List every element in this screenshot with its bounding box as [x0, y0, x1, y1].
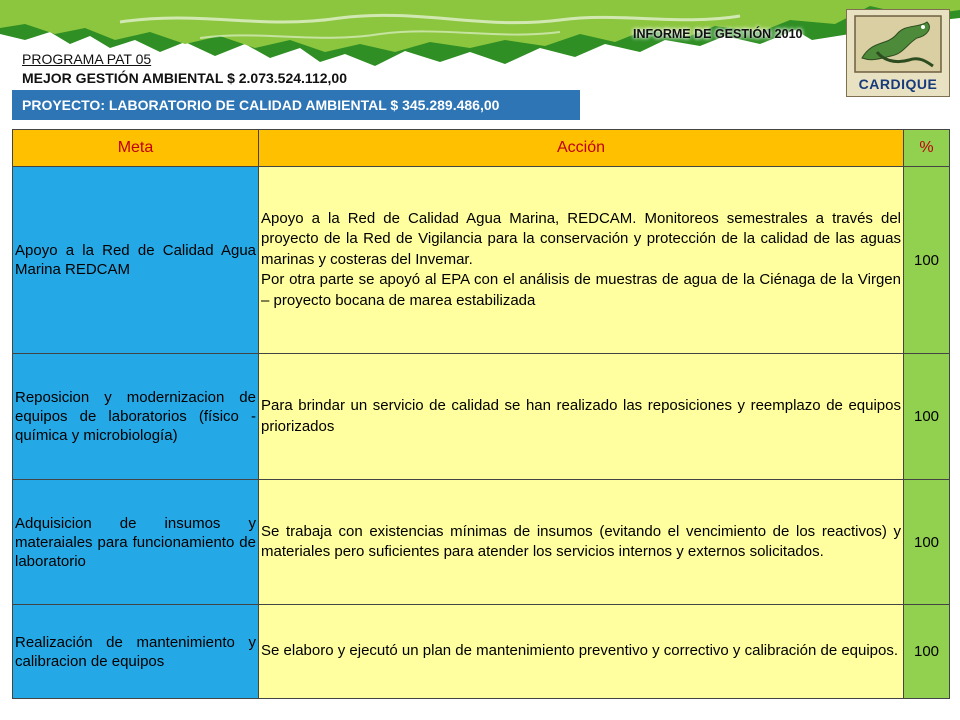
table-header-row	[13, 130, 950, 167]
accion-cell: Para brindar un servicio de calidad se han realizado las reposiciones y reemplazo de equipos priorizados	[259, 354, 904, 480]
cardique-logo	[846, 9, 950, 97]
meta-cell: Reposicion y modernizacion de equipos de laboratorios (físico - química y microbiología)	[13, 354, 259, 480]
accion-cell: Se elaboro y ejecutó un plan de mantenimiento preventivo y correctivo y calibración de equipos.	[259, 605, 904, 699]
accion-cell	[259, 167, 904, 354]
accion-extra-text: Por otra parte se apoyó al EPA con el análisis de muestras de agua de la Ciénaga de la Virgen – proyecto bocana de marea estabilizada	[261, 271, 901, 309]
project-bar: PROYECTO: LABORATORIO DE CALIDAD AMBIENTAL $ 345.289.486,00	[12, 90, 580, 120]
percent-cell: 100	[904, 167, 950, 354]
meta-cell: Apoyo a la Red de Calidad Agua Marina REDCAM	[13, 167, 259, 354]
meta-cell: Adquisicion de insumos y materaiales para funcionamiento de laboratorio	[13, 480, 259, 605]
logo-text: CARDIQUE	[858, 76, 938, 92]
accion-text: Apoyo a la Red de Calidad Agua Marina, REDCAM. Monitoreos semestrales a través del proyecto de la Red de Vigilancia para la conservación y protección de la calidad de las aguas marinas y costeras del Invemar.	[261, 209, 901, 268]
table-row	[13, 167, 950, 354]
goals-table	[12, 129, 950, 699]
header-meta: Meta	[13, 130, 259, 167]
program-label: PROGRAMA PAT 05	[22, 51, 152, 67]
header-accion: Acción	[259, 130, 904, 167]
table-row	[13, 480, 950, 605]
meta-cell: Realización de mantenimiento y calibracion de equipos	[13, 605, 259, 699]
percent-cell: 100	[904, 480, 950, 605]
table-row	[13, 354, 950, 480]
management-label: MEJOR GESTIÓN AMBIENTAL $ 2.073.524.112,00	[22, 70, 347, 86]
percent-cell: 100	[904, 354, 950, 480]
percent-cell: 100	[904, 605, 950, 699]
report-title: INFORME DE GESTIÓN 2010	[633, 27, 803, 41]
table-row	[13, 605, 950, 699]
header-percent: %	[904, 130, 950, 167]
accion-cell: Se trabaja con existencias mínimas de insumos (evitando el vencimiento de los reactivos) y materiales pero suficientes para atender los servicios internos y externos solicitados.	[259, 480, 904, 605]
